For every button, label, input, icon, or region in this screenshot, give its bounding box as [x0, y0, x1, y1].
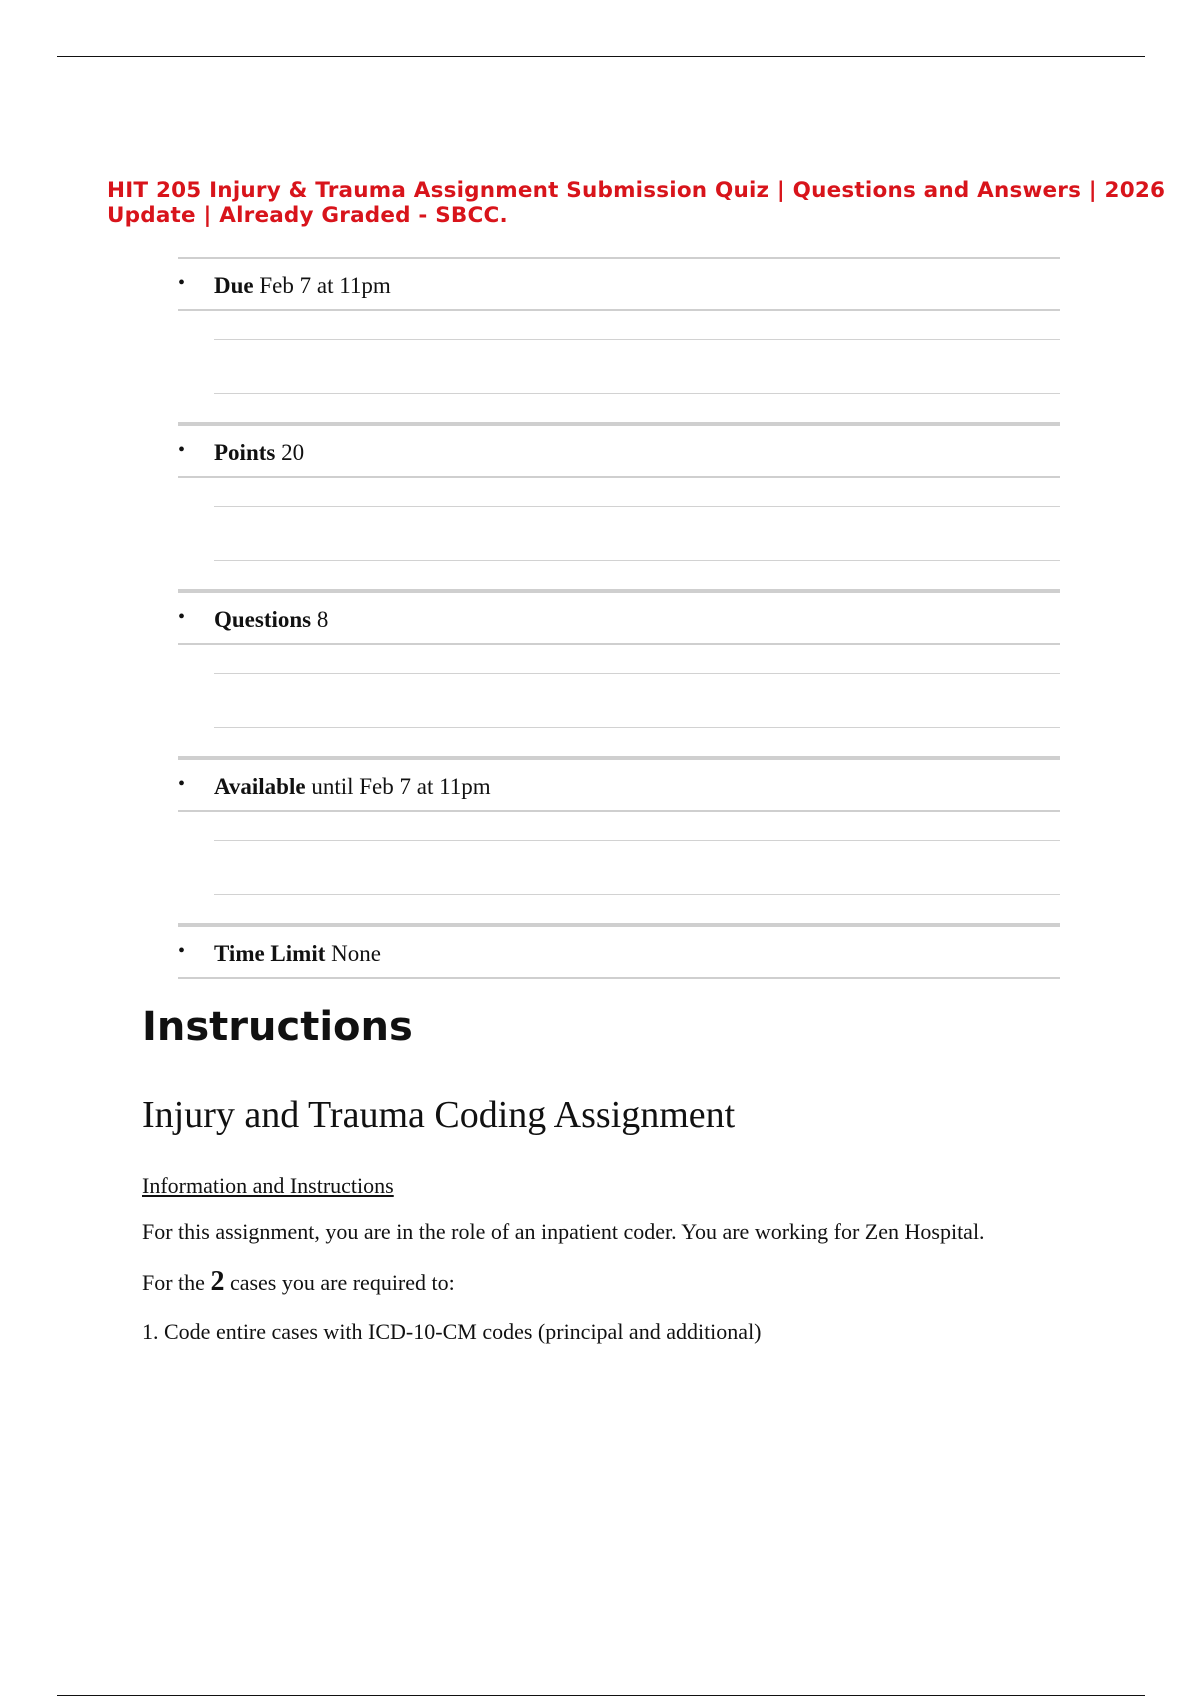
quiz-details-list — [178, 257, 1060, 981]
quiz-detail-points — [178, 424, 1060, 591]
case-count-prefix: For the — [142, 1270, 205, 1295]
divider — [214, 727, 1060, 728]
divider — [214, 673, 1060, 674]
divider — [214, 894, 1060, 895]
divider — [214, 339, 1060, 340]
instruction-list-item: 1. Code entire cases with ICD-10-CM codes (principal and additional) — [142, 1319, 762, 1344]
case-count-number: 2 — [210, 1266, 225, 1297]
bullet-icon: • — [178, 439, 186, 461]
bullet-icon: • — [178, 773, 186, 795]
due-label: Due — [214, 273, 254, 298]
quiz-detail-time-limit — [178, 925, 1060, 981]
divider — [214, 560, 1060, 561]
case-count-paragraph — [142, 1266, 455, 1297]
detail-spacer — [178, 645, 1060, 758]
instructions-heading: Instructions — [142, 1004, 413, 1050]
bullet-icon: • — [178, 272, 186, 294]
time-limit-label: Time Limit — [214, 941, 326, 966]
instruction-paragraph: For this assignment, you are in the role of an inpatient coder. You are working for Zen Hospital. — [142, 1219, 985, 1244]
quiz-detail-row — [178, 758, 1060, 812]
info-heading: Information and Instructions — [142, 1173, 394, 1198]
quiz-detail-available — [178, 758, 1060, 925]
bottom-rule — [57, 1695, 1145, 1696]
points-label: Points — [214, 440, 276, 465]
quiz-detail-row — [178, 424, 1060, 478]
points-value: 20 — [281, 440, 305, 465]
available-label: Available — [214, 774, 306, 799]
detail-spacer — [178, 311, 1060, 424]
divider — [214, 393, 1060, 394]
document-title: HIT 205 Injury & Trauma Assignment Submission Quiz | Questions and Answers | 2026 Update | Already Graded - SBCC. — [107, 178, 1166, 228]
detail-spacer — [178, 478, 1060, 591]
case-count-suffix: cases you are required to: — [229, 1270, 455, 1295]
top-rule — [57, 56, 1145, 57]
assignment-title: Injury and Trauma Coding Assignment — [142, 1094, 736, 1136]
quiz-detail-row — [178, 591, 1060, 645]
quiz-detail-row — [178, 257, 1060, 311]
quiz-detail-questions — [178, 591, 1060, 758]
detail-spacer — [178, 812, 1060, 925]
due-value: Feb 7 at 11pm — [259, 273, 391, 298]
quiz-detail-due — [178, 257, 1060, 424]
divider — [214, 840, 1060, 841]
questions-label: Questions — [214, 607, 312, 632]
questions-value: 8 — [316, 607, 329, 632]
available-value: until Feb 7 at 11pm — [311, 774, 491, 799]
bullet-icon: • — [178, 606, 186, 628]
bullet-icon: • — [178, 940, 186, 962]
divider — [214, 506, 1060, 507]
time-limit-value: None — [331, 941, 381, 966]
quiz-detail-row — [178, 925, 1060, 979]
